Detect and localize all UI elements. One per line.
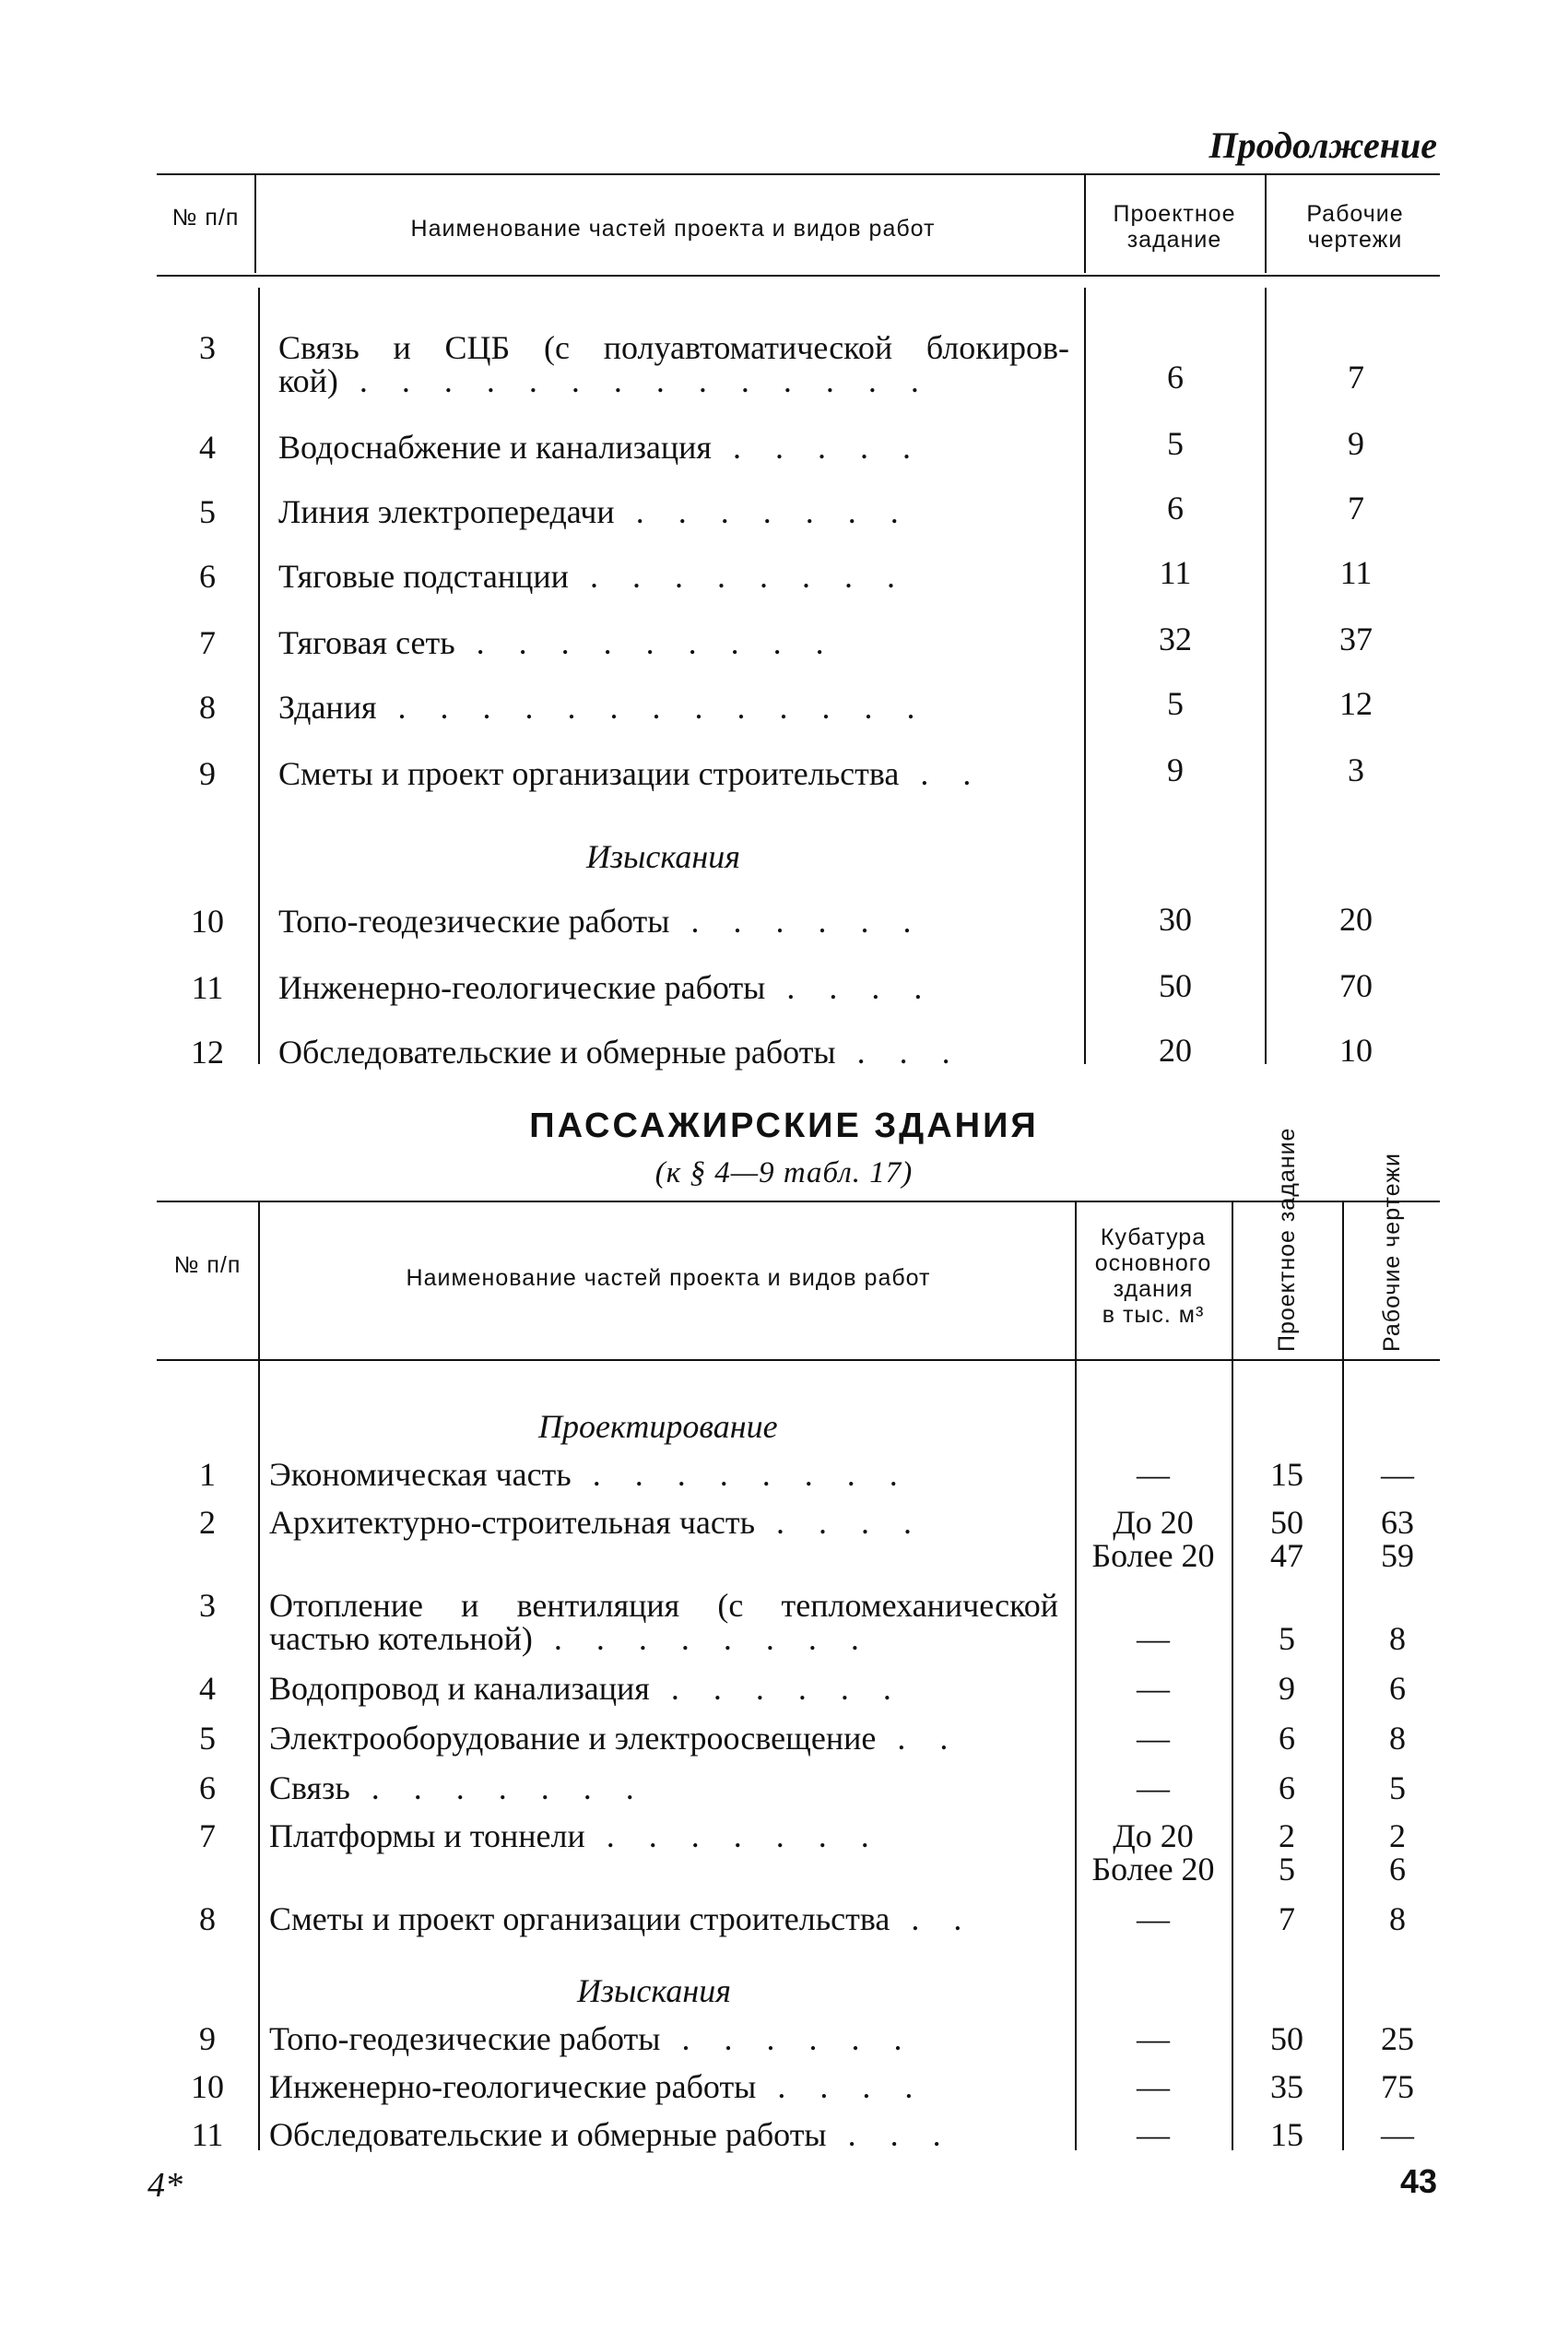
table-cell-working: 2 xyxy=(1389,1817,1406,1854)
table-cell-project: 5 xyxy=(1279,1851,1295,1887)
table-cell-working: 9 xyxy=(1348,425,1364,462)
table-cell-working: 20 xyxy=(1339,901,1373,938)
table-cell-project: 6 xyxy=(1167,490,1184,527)
table-cell-project: 9 xyxy=(1167,751,1184,788)
table2-header-volume-3: здания xyxy=(1113,1276,1194,1302)
table-row-num: 8 xyxy=(199,689,216,726)
table-row-name: Архитектурно-строительная часть . . . . xyxy=(269,1504,925,1541)
table-row-name: Водоснабжение и канализация . . . . . xyxy=(278,429,924,466)
table2-header-volume-2: основного xyxy=(1094,1250,1212,1276)
table-cell-project: 5 xyxy=(1167,685,1184,722)
table-cell-project: 11 xyxy=(1159,554,1192,591)
table-cell-volume: — xyxy=(1137,2020,1170,2057)
table-cell-project: 50 xyxy=(1270,2020,1303,2057)
table-row-num: 8 xyxy=(199,1900,216,1937)
divider xyxy=(258,1202,260,2150)
table-cell-working: 8 xyxy=(1389,1720,1406,1757)
table-row-num: 6 xyxy=(199,558,216,595)
table-cell-working: 70 xyxy=(1339,967,1373,1004)
table-cell-volume: — xyxy=(1137,1670,1170,1707)
table-row-num: 1 xyxy=(199,1456,216,1493)
table2-header-project: Проектное задание xyxy=(1274,1127,1300,1352)
table-cell-working: 7 xyxy=(1348,490,1364,527)
table-cell-working: 5 xyxy=(1389,1769,1406,1806)
table-cell-volume: — xyxy=(1137,1900,1170,1937)
table-row-name: Связь . . . . . . . xyxy=(269,1769,647,1806)
table-cell-project: 30 xyxy=(1159,901,1192,938)
table-cell-working: 75 xyxy=(1381,2068,1414,2105)
table-row-name: Связь и СЦБ (с полуавтоматической блокиров- xyxy=(278,329,1069,366)
table-cell-project: 35 xyxy=(1270,2068,1303,2105)
signature-mark: 4* xyxy=(147,2166,183,2205)
table-row-num: 7 xyxy=(199,624,216,661)
table-row-num: 4 xyxy=(199,1670,216,1707)
table-cell-volume: До 20 xyxy=(1113,1504,1194,1541)
divider xyxy=(258,288,260,1064)
table-cell-working: 3 xyxy=(1348,751,1364,788)
table-cell-working: 10 xyxy=(1339,1032,1373,1069)
table2-header-volume-4: в тыс. м³ xyxy=(1102,1302,1205,1328)
table-cell-project: 9 xyxy=(1279,1670,1295,1707)
table-row-name: Электрооборудование и электроосвещение . . xyxy=(269,1720,961,1757)
table-row-name: Отопление и вентиляция (с тепломеханической xyxy=(269,1587,1058,1624)
table-row-num: 3 xyxy=(199,329,216,366)
table-cell-working: 6 xyxy=(1389,1851,1406,1887)
table-cell-volume: — xyxy=(1137,2116,1170,2153)
table-row-name: частью котельной) . . . . . . . . xyxy=(269,1620,872,1657)
section-title: ПАССАЖИРСКИЕ ЗДАНИЯ xyxy=(529,1106,1039,1145)
table-cell-project: 50 xyxy=(1159,967,1192,1004)
table-row-num: 12 xyxy=(191,1034,224,1071)
table-cell-project: 6 xyxy=(1279,1769,1295,1806)
divider xyxy=(1265,288,1267,1064)
table-cell-project: 32 xyxy=(1159,621,1192,657)
table-cell-volume: — xyxy=(1137,1769,1170,1806)
table-row-num: 2 xyxy=(199,1504,216,1541)
table-row-name: Топо-геодезические работы . . . . . . xyxy=(278,903,925,940)
table-cell-working: 6 xyxy=(1389,1670,1406,1707)
table-cell-working: 8 xyxy=(1389,1900,1406,1937)
table-cell-volume: — xyxy=(1137,1720,1170,1757)
table-cell-project: 5 xyxy=(1279,1620,1295,1657)
table-row-name: кой) . . . . . . . . . . . . . . xyxy=(278,362,932,399)
table2-header-volume-1: Кубатура xyxy=(1100,1225,1207,1250)
section-subtitle: (к § 4—9 табл. 17) xyxy=(654,1156,914,1189)
divider xyxy=(1084,288,1086,1064)
table-cell-project: 5 xyxy=(1167,425,1184,462)
section-heading: Изыскания xyxy=(577,1972,731,2009)
table2-top-rule xyxy=(157,1201,1440,1202)
table-row-num: 5 xyxy=(199,493,216,530)
table-cell-working: 25 xyxy=(1381,2020,1414,2057)
table-cell-volume: — xyxy=(1137,2068,1170,2105)
table-cell-volume: — xyxy=(1137,1456,1170,1493)
table-cell-project: 15 xyxy=(1270,1456,1303,1493)
table-cell-project: 6 xyxy=(1279,1720,1295,1757)
continuation-label: Продолжение xyxy=(1208,124,1437,166)
table-row-num: 4 xyxy=(199,429,216,466)
table-cell-working: 37 xyxy=(1339,621,1373,657)
table-row-num: 6 xyxy=(199,1769,216,1806)
table-row-name: Тяговые подстанции . . . . . . . . xyxy=(278,558,908,595)
divider xyxy=(1265,175,1267,273)
table-row-num: 10 xyxy=(191,903,224,940)
table-row-num: 3 xyxy=(199,1587,216,1624)
table-row-name: Сметы и проект организации строительства . . xyxy=(269,1900,975,1937)
table1-header-rule xyxy=(157,275,1440,277)
table2-header-working: Рабочие чертежи xyxy=(1379,1152,1405,1352)
table-cell-project: 2 xyxy=(1279,1817,1295,1854)
table-row-num: 10 xyxy=(191,2068,224,2105)
table-row-name: Тяговая сеть . . . . . . . . . xyxy=(278,624,837,661)
table-cell-project: 7 xyxy=(1279,1900,1295,1937)
table-cell-working: 12 xyxy=(1339,685,1373,722)
table1-header-working: Рабочие чертежи xyxy=(1306,201,1404,253)
table2-header-name: Наименование частей проекта и видов работ xyxy=(406,1265,931,1291)
table1-header-name: Наименование частей проекта и видов работ xyxy=(410,216,936,242)
table-row-name: Топо-геодезические работы . . . . . . xyxy=(269,2020,915,2057)
table-row-num: 7 xyxy=(199,1817,216,1854)
table-cell-project: 15 xyxy=(1270,2116,1303,2153)
table-cell-project: 47 xyxy=(1270,1537,1303,1574)
table-row-num: 11 xyxy=(191,969,224,1006)
table-row-name: Инженерно-геологические работы . . . . xyxy=(269,2068,926,2105)
table-cell-working: 11 xyxy=(1339,554,1373,591)
table2-header-num: № п/п xyxy=(173,1252,242,1278)
table2-header-rule xyxy=(157,1359,1440,1361)
table-cell-volume: — xyxy=(1137,1620,1170,1657)
table-cell-volume: Более 20 xyxy=(1091,1537,1215,1574)
table-cell-working: 7 xyxy=(1348,359,1364,396)
table1-top-rule xyxy=(157,173,1440,175)
table-cell-working: — xyxy=(1381,2116,1414,2153)
table-row-num: 5 xyxy=(199,1720,216,1757)
table-cell-project: 50 xyxy=(1270,1504,1303,1541)
table-cell-working: 63 xyxy=(1381,1504,1414,1541)
table-cell-volume: До 20 xyxy=(1113,1817,1194,1854)
table-row-num: 9 xyxy=(199,2020,216,2057)
table-row-name: Обследовательские и обмерные работы . . . xyxy=(269,2116,954,2153)
table-row-name: Платформы и тоннели . . . . . . . xyxy=(269,1817,882,1854)
table1-header-project: Проектное задание xyxy=(1113,201,1236,253)
table1-header-num: № п/п xyxy=(171,205,240,231)
table-row-name: Обследовательские и обмерные работы . . . xyxy=(278,1034,963,1071)
table-row-name: Сметы и проект организации строительства . . xyxy=(278,755,984,792)
table-cell-working: — xyxy=(1381,1456,1414,1493)
table-row-num: 11 xyxy=(191,2116,224,2153)
section-heading: Изыскания xyxy=(586,838,740,875)
divider xyxy=(1084,175,1086,273)
table-row-name: Экономическая часть . . . . . . . . xyxy=(269,1456,911,1493)
table-cell-project: 6 xyxy=(1167,359,1184,396)
page-number: 43 xyxy=(1399,2162,1437,2200)
section-heading: Проектирование xyxy=(538,1408,778,1445)
divider xyxy=(254,175,256,273)
table-row-name: Линия электропередачи . . . . . . . xyxy=(278,493,912,530)
table-cell-project: 20 xyxy=(1159,1032,1192,1069)
table-row-name: Здания . . . . . . . . . . . . . xyxy=(278,689,928,726)
table-row-name: Инженерно-геологические работы . . . . xyxy=(278,969,936,1006)
table-cell-working: 59 xyxy=(1381,1537,1414,1574)
table-cell-volume: Более 20 xyxy=(1091,1851,1215,1887)
table-cell-working: 8 xyxy=(1389,1620,1406,1657)
table-row-name: Водопровод и канализация . . . . . . xyxy=(269,1670,904,1707)
table-row-num: 9 xyxy=(199,755,216,792)
